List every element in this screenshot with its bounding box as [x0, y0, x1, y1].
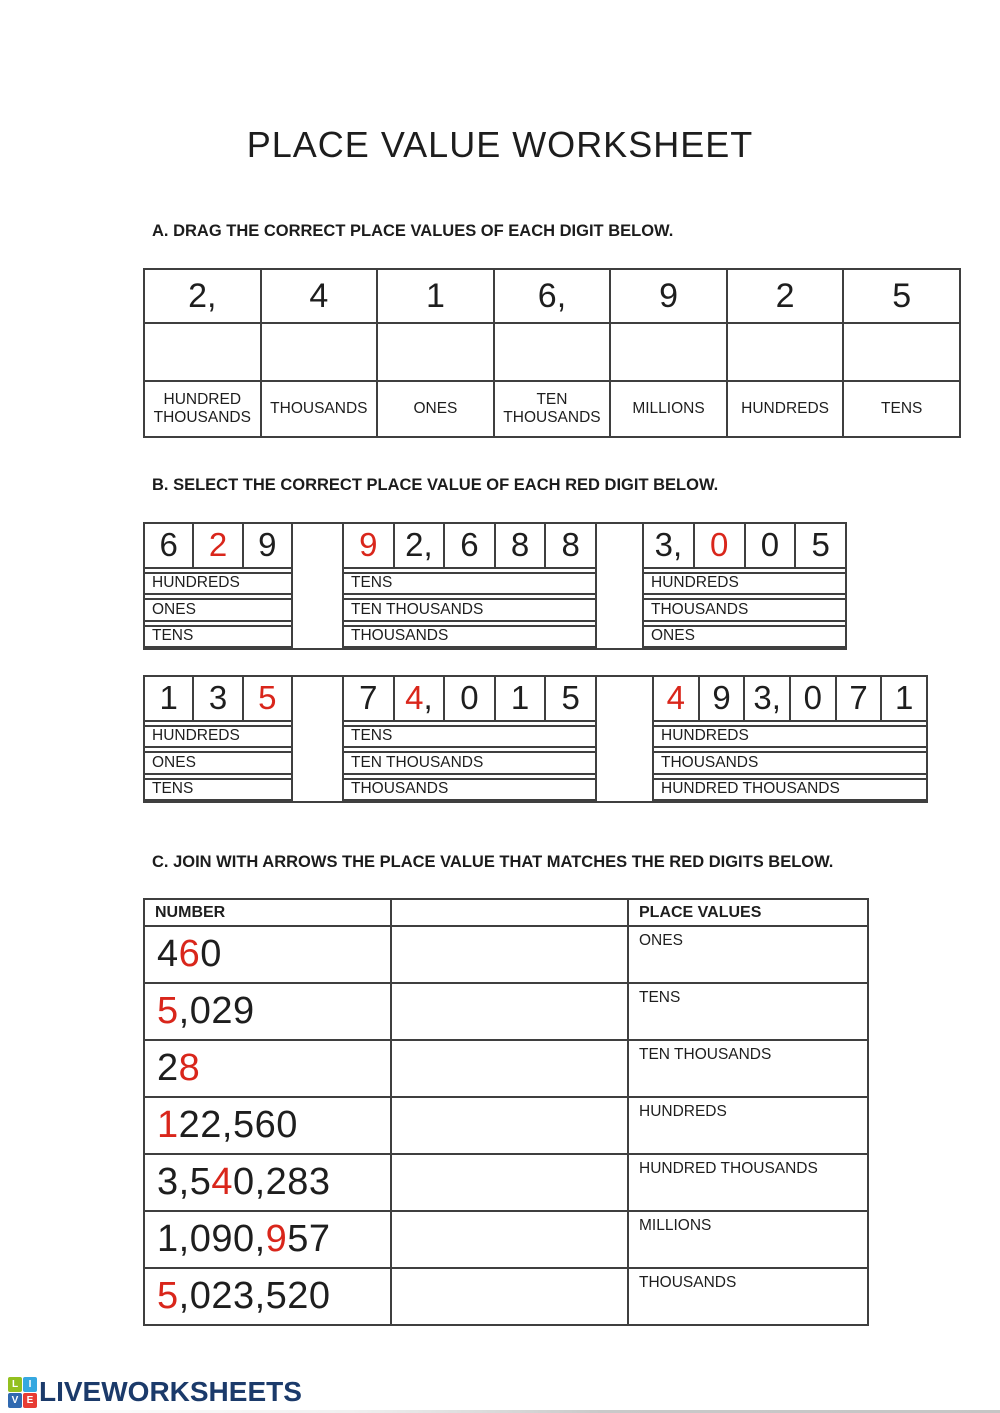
b-spacer [595, 522, 644, 650]
b-digits-row [654, 677, 926, 722]
place-value-cell[interactable]: HUNDRED THOUSANDS [628, 1154, 868, 1211]
column-header-number: NUMBER [144, 899, 391, 926]
a-digit-cell: 2 [727, 269, 844, 323]
arrow-area-cell [391, 1040, 628, 1097]
digit-segment: 0,283 [232, 1161, 331, 1203]
digit-segment: ,023,520 [178, 1275, 331, 1317]
digit-segment: 4 [157, 933, 179, 975]
digit: 0 [803, 679, 823, 717]
digit-cell [242, 677, 291, 720]
place-value-cell[interactable]: HUNDREDS [628, 1097, 868, 1154]
digit: 5 [811, 526, 830, 564]
digit: 9 [258, 526, 277, 564]
place-option[interactable]: ONES [145, 751, 291, 774]
digit-cell [698, 677, 744, 720]
number-cell[interactable] [144, 926, 391, 983]
digit-cell [494, 677, 545, 720]
b-spacer [291, 522, 344, 650]
c-data-row [144, 983, 868, 1040]
section-a-heading: A. DRAG THE CORRECT PLACE VALUES OF EACH DIGIT BELOW. [152, 222, 674, 240]
digit-cell [654, 677, 698, 720]
liveworksheets-logo[interactable] [8, 1376, 302, 1408]
digit-cell [145, 677, 192, 720]
a-label-row [144, 381, 960, 437]
place-option[interactable]: TENS [344, 572, 595, 595]
digit-cell [393, 524, 444, 567]
place-option[interactable]: TENS [145, 625, 291, 648]
place-option[interactable]: HUNDREDS [145, 572, 291, 595]
logo-tile-v: V [8, 1393, 22, 1408]
c-data-row [144, 1268, 868, 1325]
place-option[interactable]: THOUSANDS [644, 598, 845, 621]
red-digit: 2 [208, 526, 228, 564]
digit-cell [744, 524, 795, 567]
digit: 6 [159, 526, 178, 564]
place-option[interactable]: HUNDRED THOUSANDS [654, 778, 926, 801]
number-cell[interactable] [144, 1154, 391, 1211]
digit: 7 [849, 679, 868, 717]
digit-cell [443, 677, 494, 720]
arrow-area-cell [391, 926, 628, 983]
select-exercise-row-2 [143, 675, 928, 803]
arrow-area-cell [391, 1211, 628, 1268]
red-digit: 8 [178, 1047, 201, 1089]
place-option[interactable]: TENS [145, 778, 291, 801]
liveworksheets-icon [8, 1377, 37, 1408]
digit: 3, [753, 679, 781, 717]
digit-cell [544, 524, 595, 567]
digit-segment: 0 [200, 933, 222, 975]
a-drop-cell[interactable] [144, 323, 261, 381]
digit: 0 [760, 526, 780, 564]
c-data-row [144, 1040, 868, 1097]
digit: 8 [510, 526, 530, 564]
brand-wordmark: LIVEWORKSHEETS [39, 1376, 302, 1407]
red-digit: 5 [157, 990, 179, 1032]
digit-segment: 1,090, [157, 1218, 266, 1260]
digit: 8 [561, 526, 580, 564]
digit: 9 [712, 679, 731, 717]
a-drop-cell[interactable] [610, 323, 727, 381]
b-group [143, 675, 293, 803]
digit-segment: ,029 [178, 990, 255, 1032]
b-digits-row [145, 677, 291, 722]
b-group [342, 522, 597, 650]
section-c-heading: C. JOIN WITH ARROWS THE PLACE VALUE THAT MATCHES THE RED DIGITS BELOW. [152, 853, 834, 871]
a-drop-cell[interactable] [494, 323, 611, 381]
b-digits-row [644, 524, 845, 569]
logo-tile-e: E [23, 1393, 37, 1408]
place-option[interactable]: THOUSANDS [654, 751, 926, 774]
a-drag-label[interactable]: TENS [843, 381, 960, 437]
a-digit-cell: 9 [610, 269, 727, 323]
a-drop-cell[interactable] [377, 323, 494, 381]
digit-cell [693, 524, 744, 567]
digit-cell [145, 524, 192, 567]
place-option[interactable]: ONES [145, 598, 291, 621]
a-drag-label[interactable]: HUNDRED THOUSANDS [144, 381, 261, 437]
place-option[interactable]: HUNDREDS [654, 725, 926, 748]
red-digit: 9 [265, 1218, 288, 1260]
digit-segment: 22,560 [178, 1104, 298, 1146]
a-drop-cell[interactable] [727, 323, 844, 381]
digit-cell [192, 677, 241, 720]
digit-segment: 2 [157, 1047, 179, 1089]
c-data-row [144, 926, 868, 983]
place-option[interactable]: TEN THOUSANDS [344, 598, 595, 621]
b-digits-row [145, 524, 291, 569]
digit-cell [835, 677, 881, 720]
number-cell[interactable] [144, 983, 391, 1040]
digit: 1 [159, 679, 178, 717]
place-option[interactable]: THOUSANDS [344, 625, 595, 648]
a-digit-cell: 6, [494, 269, 611, 323]
digit-cell [544, 677, 595, 720]
number-cell[interactable] [144, 1268, 391, 1325]
digit: 2, [405, 526, 433, 564]
red-digit: 4 [666, 679, 686, 717]
a-drop-row [144, 323, 960, 381]
logo-tile-i: I [23, 1377, 37, 1392]
b-group [143, 522, 293, 650]
join-arrows-table [143, 898, 869, 1326]
arrow-area-cell [391, 1268, 628, 1325]
a-digit-cell: 2, [144, 269, 261, 323]
digit-segment: 57 [287, 1218, 331, 1260]
arrow-area-cell [391, 983, 628, 1040]
digit: 7 [359, 679, 378, 717]
place-value-cell[interactable]: MILLIONS [628, 1211, 868, 1268]
digit: 6 [460, 526, 479, 564]
digit-cell [192, 524, 241, 567]
a-drop-cell[interactable] [261, 323, 378, 381]
place-value-cell[interactable]: TEN THOUSANDS [628, 1040, 868, 1097]
a-drop-cell[interactable] [843, 323, 960, 381]
digit-cell [743, 677, 789, 720]
digit: 5 [561, 679, 580, 717]
place-value-cell[interactable]: TENS [628, 983, 868, 1040]
digit: 1 [510, 679, 530, 717]
column-header-place-values: PLACE VALUES [628, 899, 868, 926]
digit: 3 [208, 679, 228, 717]
digit: 1 [895, 679, 914, 717]
section-b-heading: B. SELECT THE CORRECT PLACE VALUE OF EACH RED DIGIT BELOW. [152, 476, 719, 494]
digit-cell [880, 677, 926, 720]
digit-cell [393, 677, 444, 720]
red-digit: 6 [178, 933, 201, 975]
number-cell[interactable] [144, 1211, 391, 1268]
c-header-row [144, 899, 868, 926]
logo-tile-l: L [8, 1377, 22, 1392]
digit: , [423, 679, 433, 717]
a-digit-cell: 4 [261, 269, 378, 323]
red-digit: 1 [157, 1104, 179, 1146]
b-digits-row [344, 677, 595, 722]
red-digit: 9 [359, 526, 378, 564]
select-exercise-row-1 [143, 522, 847, 650]
red-digit: 0 [709, 526, 729, 564]
a-drag-label[interactable]: HUNDREDS [727, 381, 844, 437]
digit-cell [789, 677, 835, 720]
digit: 3, [654, 526, 683, 564]
c-data-row [144, 1097, 868, 1154]
column-header-middle [391, 899, 628, 926]
digit-cell [644, 524, 693, 567]
a-drag-label[interactable]: TEN THOUSANDS [494, 381, 611, 437]
place-option[interactable]: ONES [644, 625, 845, 648]
b-spacer [595, 675, 654, 803]
red-digit: 5 [258, 679, 277, 717]
page-title: PLACE VALUE WORKSHEET [246, 124, 754, 165]
place-value-cell[interactable]: ONES [628, 926, 868, 983]
drag-place-values-table [143, 268, 961, 438]
number-cell[interactable] [144, 1097, 391, 1154]
b-group [642, 522, 847, 650]
b-group [342, 675, 597, 803]
red-digit: 4 [405, 679, 424, 717]
red-digit: 5 [157, 1275, 179, 1317]
arrow-area-cell [391, 1154, 628, 1211]
digit-cell [344, 524, 393, 567]
a-digit-cell: 1 [377, 269, 494, 323]
c-data-row [144, 1211, 868, 1268]
a-digit-row [144, 269, 960, 323]
place-option[interactable]: TEN THOUSANDS [344, 751, 595, 774]
place-value-cell[interactable]: THOUSANDS [628, 1268, 868, 1325]
number-cell[interactable] [144, 1040, 391, 1097]
place-option[interactable]: HUNDREDS [145, 725, 291, 748]
digit-segment: 3,5 [157, 1161, 212, 1203]
a-drag-label[interactable]: THOUSANDS [261, 381, 378, 437]
b-group [652, 675, 928, 803]
a-drag-label[interactable]: ONES [377, 381, 494, 437]
b-spacer [291, 675, 344, 803]
digit-cell [494, 524, 545, 567]
digit: 0 [460, 679, 479, 717]
digit-cell [794, 524, 845, 567]
digit-cell [344, 677, 393, 720]
digit-cell [443, 524, 494, 567]
place-option[interactable]: HUNDREDS [644, 572, 845, 595]
red-digit: 4 [211, 1161, 233, 1203]
arrow-area-cell [391, 1097, 628, 1154]
a-digit-cell: 5 [843, 269, 960, 323]
digit-cell [242, 524, 291, 567]
c-data-row [144, 1154, 868, 1211]
a-drag-label[interactable]: MILLIONS [610, 381, 727, 437]
place-option[interactable]: TENS [344, 725, 595, 748]
b-digits-row [344, 524, 595, 569]
place-option[interactable]: THOUSANDS [344, 778, 595, 801]
